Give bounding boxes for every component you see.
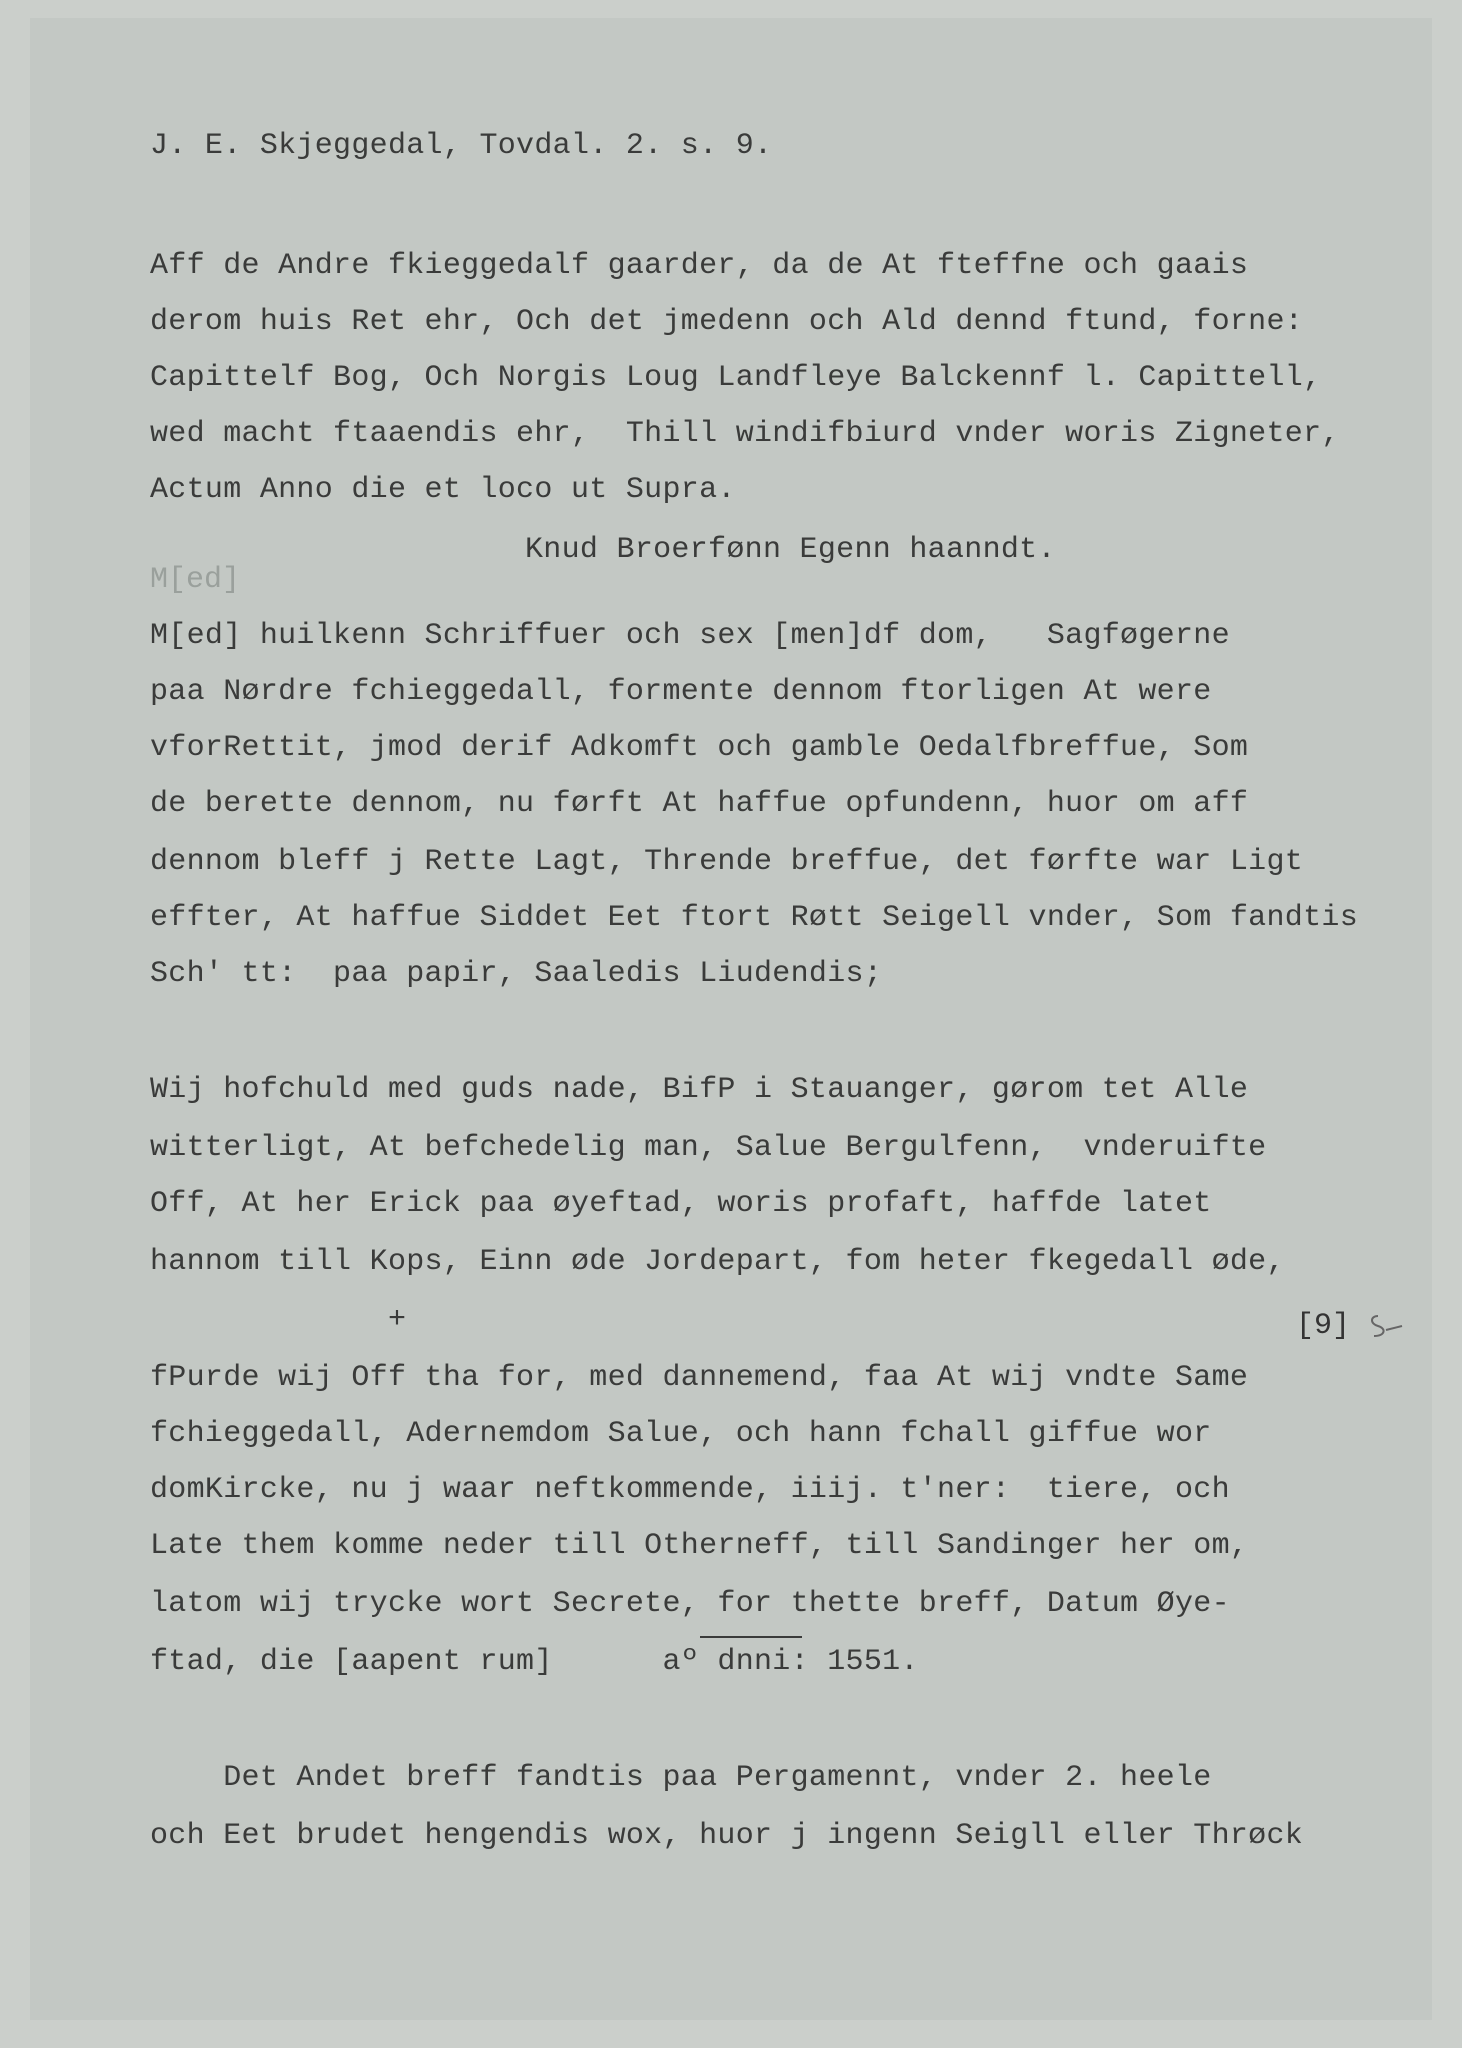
text-line: wed macht ftaaendis ehr, Thill windifbiurd vnder woris Zigneter, <box>150 417 1340 451</box>
text-line: vforRettit, jmod derif Adkomft och gamble Oedalfbreffue, Som <box>150 731 1249 765</box>
abbreviation-overline <box>700 1636 802 1638</box>
text-line: derom huis Ret ehr, Och det jmedenn och Ald dennd ftund, forne: <box>150 305 1304 339</box>
text-line: effter, At haffue Siddet Eet ftort Røtt Seigell vnder, Som fandtis <box>150 901 1358 935</box>
text-line: dennom bleff j Rette Lagt, Thrende breffue, det førfte war Ligt <box>150 845 1304 879</box>
text-line: domKircke, nu j waar neftkommende, iiij. t'ner: tiere, och <box>150 1473 1230 1507</box>
text-line: Sch' tt: paa papir, Saaledis Liudendis; <box>150 957 883 991</box>
text-line: fchieggedall, Adernemdom Salue, och hann fchall giffue wor <box>150 1417 1212 1451</box>
insertion-mark: + <box>388 1303 407 1337</box>
text-line: de berette dennom, nu førft At haffue opfundenn, huor om aff <box>150 787 1249 821</box>
page-reference: [9] <box>1296 1309 1351 1343</box>
signature-line: Knud Broerfønn Egenn haanndt. <box>525 533 1056 567</box>
text-line: Off, At her Erick paa øyeftad, woris profaft, haffde latet <box>150 1187 1212 1221</box>
text-line: Wij hofchuld med guds nade, BifP i Stauanger, gørom tet Alle <box>150 1073 1249 1107</box>
text-line: fPurde wij Off tha for, med dannemend, faa At wij vndte Same <box>150 1361 1249 1395</box>
text-line: paa Nørdre fchieggedall, formente dennom ftorligen At were <box>150 675 1212 709</box>
text-line: Late them komme neder till Otherneff, till Sandinger her om, <box>150 1529 1249 1563</box>
text-line: latom wij trycke wort Secrete, for thette breff, Datum Øye- <box>150 1587 1230 1621</box>
text-line: Aff de Andre fkieggedalf gaarder, da de At fteffne och gaais <box>150 249 1249 283</box>
text-line: ftad, die [aapent rum] aº dnni: 1551. <box>150 1645 919 1679</box>
text-line: Capittelf Bog, Och Norgis Loug Landfleye Balckennf l. Capittell, <box>150 361 1322 395</box>
text-line: hannom till Kops, Einn øde Jordepart, fom heter fkegedall øde, <box>150 1245 1285 1279</box>
margin-note: M[ed] <box>150 563 241 597</box>
text-line: witterligt, At befchedelig man, Salue Bergulfenn, vnderuifte <box>150 1131 1267 1165</box>
text-line: Actum Anno die et loco ut Supra. <box>150 473 736 507</box>
text-line: Det Andet breff fandtis paa Pergamennt, vnder 2. heele <box>150 1761 1212 1795</box>
pencil-mark-icon <box>1364 1310 1404 1340</box>
text-line: och Eet brudet hengendis wox, huor j ingenn Seigll eller Thrøck <box>150 1819 1304 1853</box>
document-header: J. E. Skjeggedal, Tovdal. 2. s. 9. <box>150 129 773 163</box>
text-line: M[ed] huilkenn Schriffuer och sex [men]df dom, Sagføgerne <box>150 619 1230 653</box>
